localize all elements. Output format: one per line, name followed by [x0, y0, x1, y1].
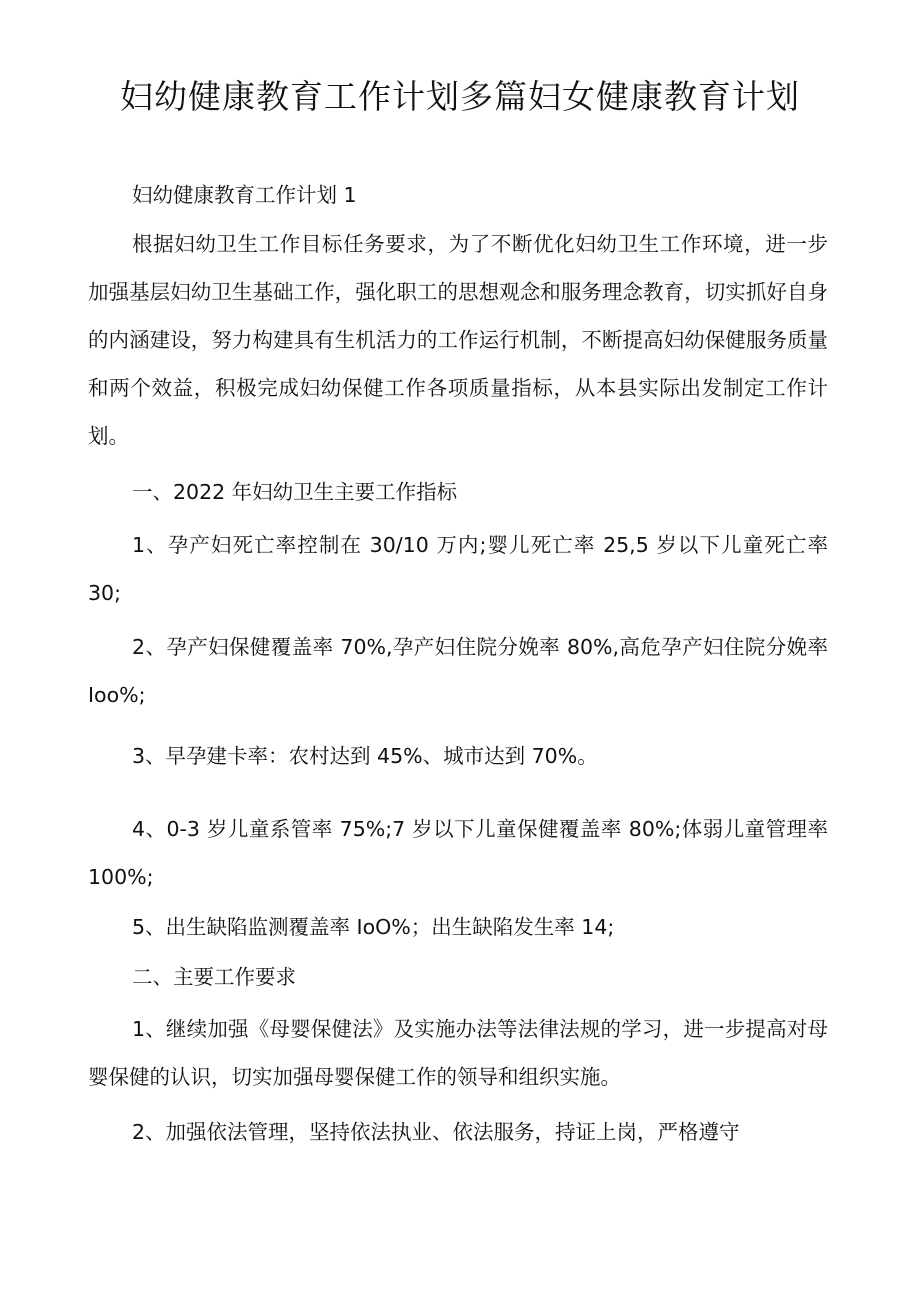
indicator-item-2: 2、孕产妇保健覆盖率 70%,孕产妇住院分娩率 80%,高危孕产妇住院分娩率 Ioo%; — [88, 635, 828, 707]
indicator-item-4: 4、0-3 岁儿童系管率 75%;7 岁以下儿童保健覆盖率 80%;体弱儿童管理率 100%; — [88, 817, 828, 889]
heading-work-requirements: 二、主要工作要求 — [132, 965, 296, 989]
requirement-item-2: 2、加强依法管理，坚持依法执业、依法服务，持证上岗，严格遵守 — [132, 1120, 740, 1144]
indicator-item-1: 1、孕产妇死亡率控制在 30/10 万内;婴儿死亡率 25,5 岁以下儿童死亡率 30; — [88, 533, 828, 605]
indicator-item-5: 5、出生缺陷监测覆盖率 IoO%；出生缺陷发生率 14; — [132, 915, 615, 939]
section-heading: 妇幼健康教育工作计划 1 — [132, 183, 357, 207]
intro-paragraph: 根据妇幼卫生工作目标任务要求，为了不断优化妇幼卫生工作环境，进一步加强基层妇幼卫生基础工作，强化职工的思想观念和服务理念教育，切实抓好自身的内涵建设，努力构建具有生机活力的工作运行机制，不断提高妇幼保健服务质量和两个效益，积极完成妇幼保健工作各项质量指标，从本县实际出发制定工作计划。 — [88, 232, 828, 448]
heading-work-indicators: 一、2022 年妇幼卫生主要工作指标 — [132, 480, 458, 504]
document-title: 妇幼健康教育工作计划多篇妇女健康教育计划 — [120, 77, 800, 116]
requirement-item-1: 1、继续加强《母婴保健法》及实施办法等法律法规的学习，进一步提高对母婴保健的认识，切实加强母婴保健工作的领导和组织实施。 — [88, 1017, 828, 1089]
indicator-item-3: 3、早孕建卡率：农村达到 45%、城市达到 70%。 — [132, 744, 598, 768]
